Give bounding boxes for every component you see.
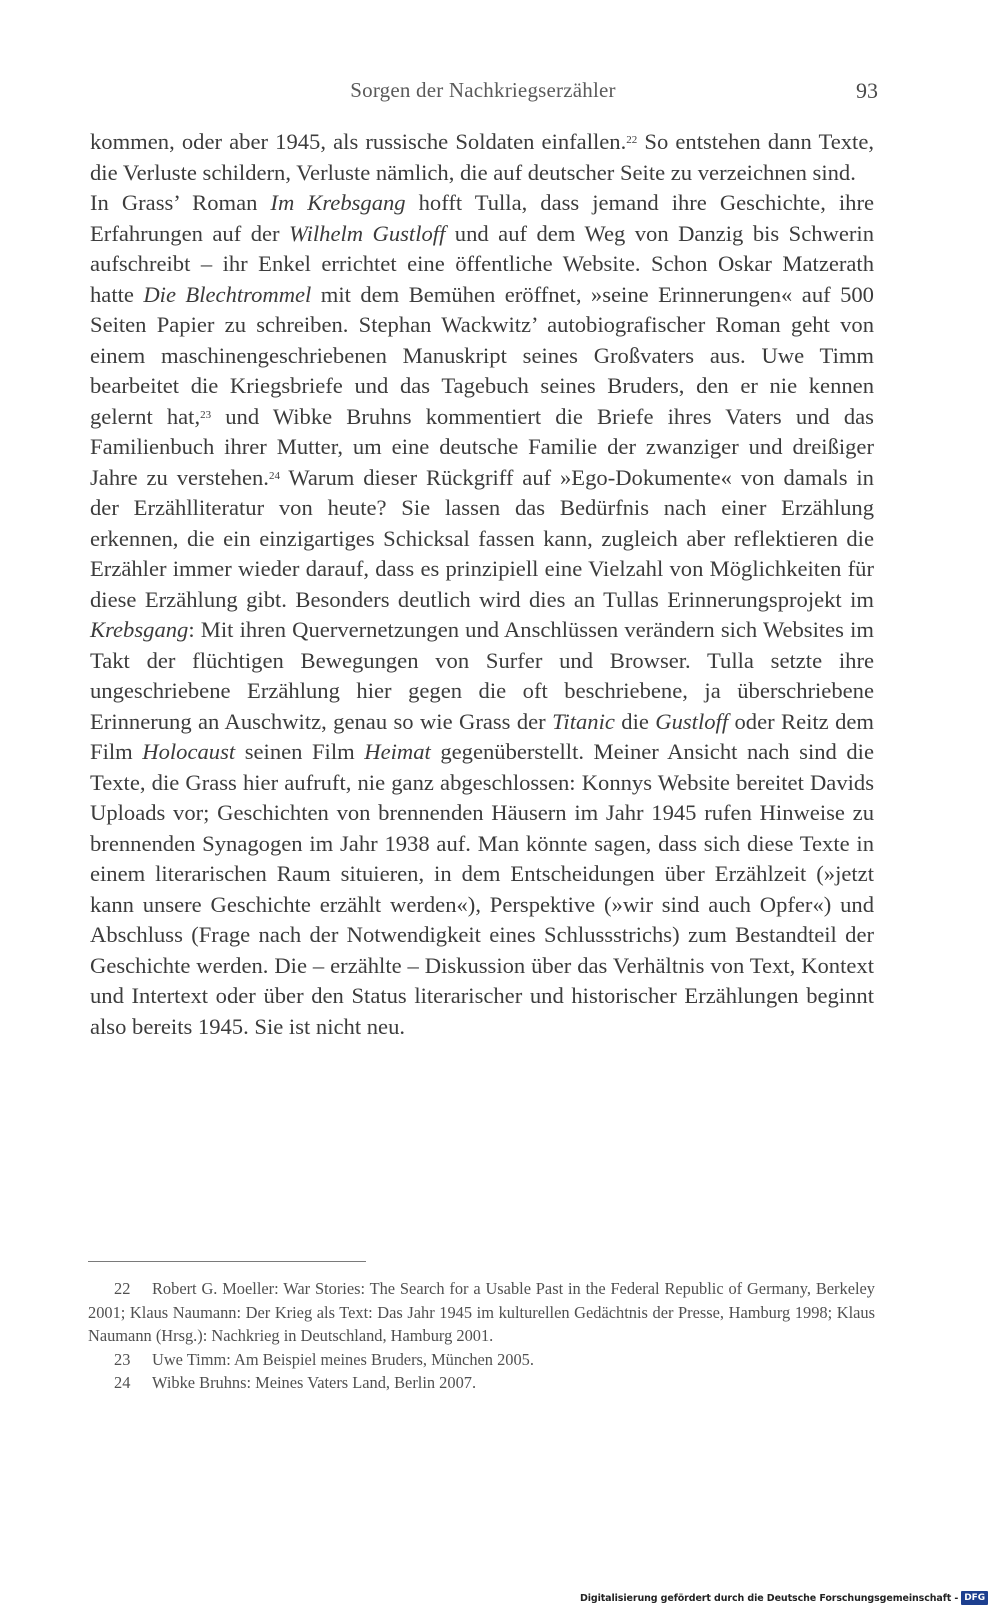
work-title: Wilhelm Gustloff (289, 220, 446, 246)
text-run: und auf dem Weg von Danzig bis Schwerin aufschreibt – ihr Enkel errichtet eine öffentliche Website. Schon Oskar Matzerath hatte (90, 220, 874, 307)
text-run: kommen, oder aber 1945, als russische Soldaten einfallen. (90, 129, 627, 154)
funding-text: Digitalisierung gefördert durch die Deutsche Forschungsgemeinschaft - (579, 1592, 959, 1604)
main-text (90, 127, 874, 1042)
text-run: gegenüberstellt. Meiner Ansicht nach sind die Texte, die Grass hier aufruft, nie ganz abgeschlossen: Konnys Website bereitet Davids Uploads vor; Geschichten von brennenden Häusern im Jahr 1945 rufen Hinweise zu brennenden Synagogen im Jahr 1938 auf. Man könnte sagen, dass sich diese Texte in einem literarischen Raum situieren, in dem Entscheidungen über Erzählzeit (»jetzt kann unsere Geschichte erzählt werden«), Perspektive (»wir sind auch Opfer«) und Abschluss (Frage nach der Notwendigkeit eines Schlussstrichs) zum Bestandteil der Geschichte werden. Die – erzählte – Diskussion über das Verhältnis von Text, Kontext und Intertext oder über den Status literarischer und historischer Erzählungen beginnt also bereits 1945. Sie ist nicht neu. (90, 739, 874, 1039)
funding-notice (580, 1590, 988, 1606)
footnote-number: 22 (114, 1279, 131, 1298)
footnote-divider (88, 1261, 366, 1262)
text-run: hofft Tulla, dass jemand ihre Geschichte, ihre Erfahrungen auf der (90, 190, 874, 246)
page-number: 93 (856, 78, 878, 103)
footnote-number: 24 (114, 1373, 131, 1393)
footnote-number: 23 (114, 1349, 131, 1369)
work-title: Im Krebsgang (270, 190, 406, 215)
work-title: Heimat (364, 739, 431, 764)
text-run: : Mit ihren Quervernetzungen und Anschlüssen verändern sich Websites im Takt der flüchtigen Bewegungen von Surfer und Browser. Tulla setzte ihre ungeschriebene Erzählung hier gegen die oft beschriebene, ja überschriebene Erinnerung an Auschwitz, genau so wie Grass der (90, 617, 874, 734)
footnote-ref-23: 23 (200, 408, 212, 421)
text-run: In Grass’ Roman (90, 190, 271, 215)
work-title: Gustloff (655, 708, 729, 734)
paragraph-2 (90, 188, 874, 1042)
text-run: oder Reitz dem Film (90, 708, 874, 764)
footnote-ref-24: 24 (268, 469, 280, 482)
text-run: und Wibke Bruhns kommentiert die Briefe ihres Vaters und das Familienbuch ihrer Mutter, um eine deutsche Familie der zwanziger und dreißiger Jahre zu verstehen. (90, 403, 874, 490)
running-title: Sorgen der Nachkriegserzähler (350, 78, 616, 102)
running-header (88, 78, 878, 108)
footnote-text: Robert G. Moeller: War Stories: The Search for a Usable Past in the Federal Republic of Germany, Berkeley 2001; Klaus Naumann: Der Krieg als Text: Das Jahr 1945 im kulturellen Gedächtnis der Presse, Hamburg 1998; Klaus Naumann (Hrsg.): Nachkrieg in Deutschland, Hamburg 2001. (88, 1279, 875, 1346)
text-run: Warum dieser Rückgriff auf »Ego-Dokumente« von damals in der Erzählliteratur von heute? Sie lassen das Bedürfnis nach einer Erzählung erkennen, die ein einzigartiges Schicksal fassen kann, zugleich aber reflektieren die Erzähler immer wieder darauf, dass es prinzipiell eine Vielzahl von Möglichkeiten für diese Erzählung gibt. Besonders deutlich wird dies an Tullas Erinnerungsprojekt im (90, 464, 874, 612)
footnote-23 (88, 1348, 875, 1372)
text-run: mit dem Bemühen eröffnet, »seine Erinnerungen« auf 500 Seiten Papier zu schreiben. Stephan Wackwitz’ autobiografischer Roman geht von einem maschinengeschriebenen Manuskript seines Großvaters aus. Uwe Timm bearbeitet die Kriegsbriefe und das Tagebuch seines Bruders, den er nie kennen gelernt hat, (90, 281, 874, 429)
footnote-text: Uwe Timm: Am Beispiel meines Bruders, München 2005. (152, 1349, 534, 1369)
footnote-24 (88, 1371, 875, 1395)
work-title: Krebsgang (90, 617, 189, 642)
footnotes (88, 1277, 875, 1395)
footnote-22 (88, 1277, 875, 1348)
work-title: Holocaust (142, 739, 236, 764)
footnote-ref-22: 22 (626, 134, 638, 146)
text-run: die (614, 708, 656, 734)
paragraph-1 (90, 127, 874, 188)
text-run: So entstehen dann Texte, die Verluste schildern, Verluste nämlich, die auf deutscher Seite zu verzeichnen sind. (90, 129, 874, 185)
work-title: Die Blechtrommel (143, 281, 312, 307)
dfg-logo: DFG (961, 1591, 988, 1605)
work-title: Titanic (552, 708, 615, 734)
text-run: seinen Film (235, 739, 365, 764)
footnote-text: Wibke Bruhns: Meines Vaters Land, Berlin 2007. (152, 1373, 477, 1393)
